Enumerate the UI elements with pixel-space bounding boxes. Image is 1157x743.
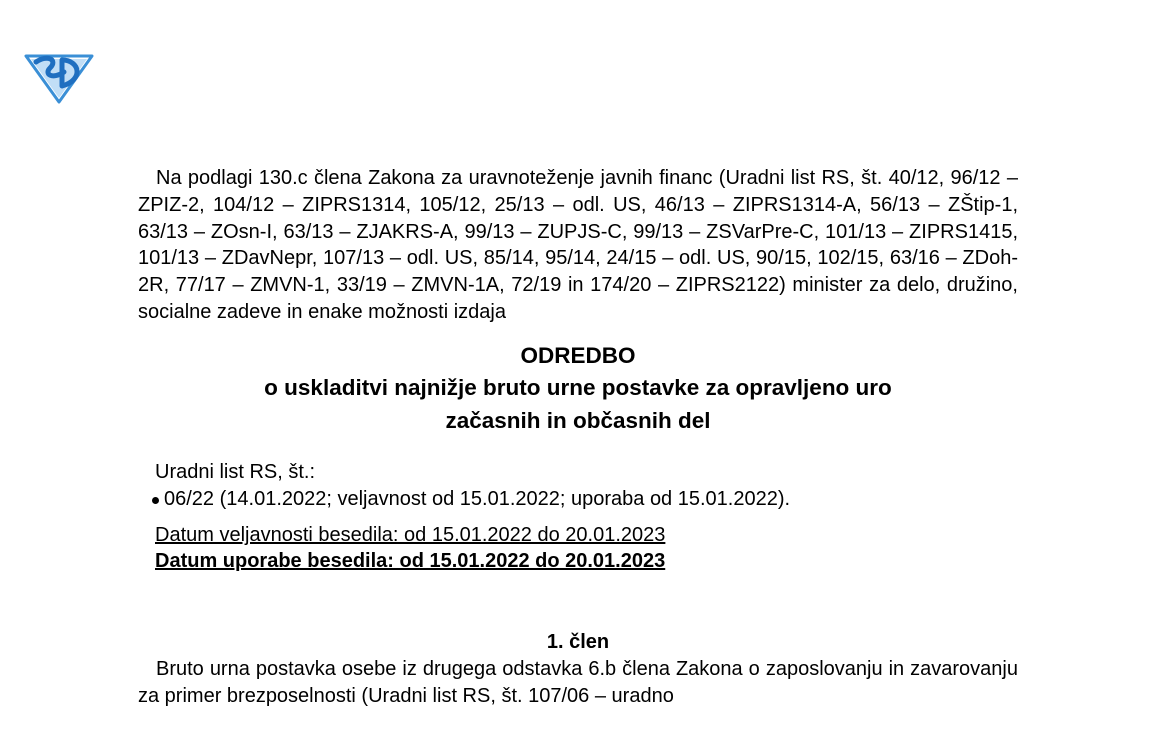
document-title: [138, 340, 1018, 438]
title-line-2: o uskladitvi najnižje bruto urne postavke za opravljeno uro: [264, 375, 892, 401]
shield-sd-logo-icon: [22, 48, 96, 104]
bullet-icon: [152, 497, 159, 504]
validity-date: Datum veljavnosti besedila: od 15.01.2022 do 20.01.2023: [155, 524, 666, 547]
gazette-item-text: 06/22 (14.01.2022; veljavnost od 15.01.2022; uporaba od 15.01.2022).: [164, 488, 791, 511]
gazette-label: Uradni list RS, št.:: [155, 461, 316, 484]
application-date: Datum uporabe besedila: od 15.01.2022 do 20.01.2023: [155, 549, 666, 572]
document-body: [138, 165, 1018, 710]
gazette-references: [155, 459, 1018, 513]
intro-paragraph: Na podlagi 130.c člena Zakona za uravnoteženje javnih financ (Uradni list RS, št. 40/12, 96/12 – ZPIZ-2, 104/12 – ZIPRS1314, 105/12, 25/13 – odl. US, 46/13 – ZIPRS1314-A, 56/13 – ZŠtip-1, 63/13 – ZOsn-I, 63/13 – ZJAKRS-A, 99/13 – ZUPJS-C, 99/13 – ZSVarPre-C, 101/13 – ZIPRS1415, 101/13 – ZDavNepr, 107/13 – odl. US, 85/14, 95/14, 24/15 – odl. US, 90/15, 102/15, 63/16 – ZDoh-2R, 77/17 – ZMVN-1, 33/19 – ZMVN-1A, 72/19 in 174/20 – ZIPRS2122) minister za delo, družino, socialne zadeve in enake možnosti izdaja: [138, 167, 1018, 323]
article-1-text: Bruto urna postavka osebe iz drugega odstavka 6.b člena Zakona o zaposlovanju in zavarovanju za primer brezposelnosti (Uradni list RS, št. 107/06 – uradno: [138, 658, 1018, 708]
text-dates: [155, 523, 1018, 574]
article-1-title: 1. člen: [546, 631, 610, 654]
gazette-item[interactable]: [152, 486, 1018, 513]
title-line-3: začasnih in občasnih del: [445, 407, 711, 433]
title-line-1: ODREDBO: [520, 342, 636, 368]
